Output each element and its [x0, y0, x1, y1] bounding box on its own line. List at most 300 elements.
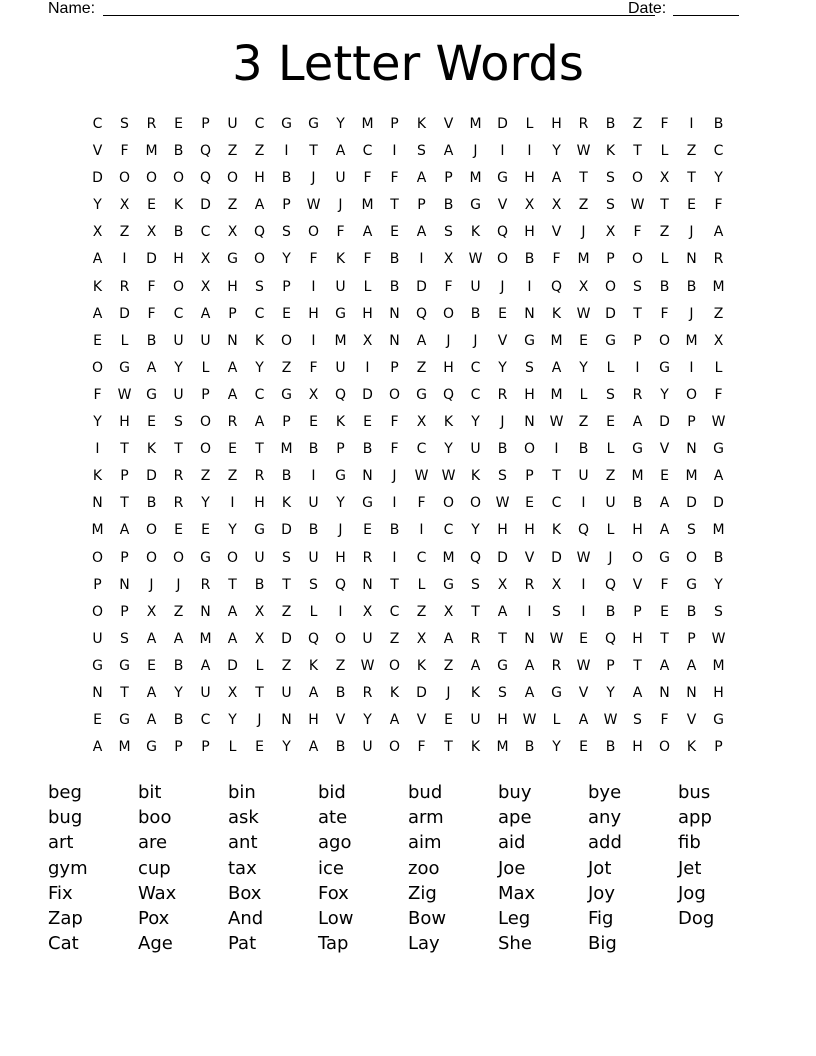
- grid-row: [84, 680, 732, 707]
- grid-letter: P: [93, 576, 102, 593]
- grid-letter: I: [284, 143, 289, 160]
- grid-letter: B: [362, 441, 373, 458]
- grid-letter: T: [660, 197, 669, 214]
- grid-letter: Y: [228, 712, 237, 729]
- grid-letter: F: [309, 359, 318, 376]
- grid-letter: O: [280, 332, 293, 349]
- grid-letter: A: [200, 657, 211, 674]
- word-list-item: Leg: [498, 907, 531, 929]
- grid-letter: F: [417, 495, 426, 512]
- grid-letter: G: [92, 657, 103, 674]
- grid-letter: U: [335, 278, 346, 295]
- grid-letter: B: [524, 251, 535, 268]
- grid-letter: Q: [442, 386, 455, 403]
- grid-letter: Q: [199, 170, 212, 187]
- grid-letter: Y: [471, 522, 480, 539]
- grid-letter: E: [687, 197, 696, 214]
- grid-letter: G: [227, 251, 238, 268]
- grid-letter: G: [443, 576, 454, 593]
- grid-letter: B: [254, 576, 265, 593]
- name-label: Name:: [48, 0, 96, 17]
- grid-letter: X: [578, 278, 589, 295]
- grid-letter: Y: [336, 116, 345, 132]
- grid-letter: D: [659, 414, 670, 431]
- grid-letter: Q: [604, 630, 617, 647]
- grid-letter: M: [685, 332, 698, 349]
- word-list-item: app: [678, 807, 712, 829]
- grid-letter: O: [145, 549, 158, 566]
- grid-letter: A: [335, 143, 346, 160]
- grid-letter: Q: [334, 386, 347, 403]
- grid-letter: M: [685, 468, 698, 485]
- grid-letter: H: [524, 224, 535, 241]
- grid-letter: T: [660, 630, 669, 647]
- grid-letter: L: [606, 522, 615, 539]
- grid-letter: R: [200, 576, 211, 593]
- grid-row: [84, 382, 732, 409]
- grid-letter: T: [471, 603, 480, 620]
- grid-letter: P: [282, 414, 291, 431]
- grid-letter: Y: [255, 359, 264, 376]
- grid-letter: P: [282, 278, 291, 295]
- grid-letter: C: [200, 712, 211, 729]
- grid-letter: A: [227, 603, 238, 620]
- grid-letter: X: [659, 170, 670, 187]
- grid-letter: S: [255, 278, 264, 295]
- word-list-item: Jot: [588, 857, 612, 879]
- grid-letter: H: [497, 522, 508, 539]
- grid-letter: L: [228, 739, 237, 756]
- grid-letter: O: [91, 549, 104, 566]
- grid-letter: K: [308, 657, 319, 674]
- grid-letter: U: [578, 468, 589, 485]
- word-list-item: add: [588, 832, 622, 854]
- grid-letter: G: [281, 116, 292, 132]
- grid-letter: S: [120, 630, 129, 647]
- grid-letter: I: [581, 576, 586, 593]
- grid-letter: G: [362, 495, 373, 512]
- grid-letter: B: [308, 522, 319, 539]
- grid-letter: E: [147, 414, 156, 431]
- grid-letter: A: [416, 224, 427, 241]
- grid-letter: A: [470, 657, 481, 674]
- grid-letter: X: [200, 278, 211, 295]
- grid-letter: F: [714, 197, 723, 214]
- grid-letter: H: [524, 170, 535, 187]
- grid-letter: Z: [119, 224, 130, 241]
- word-list-item: Tap: [318, 933, 349, 955]
- grid-letter: I: [527, 278, 532, 295]
- grid-letter: F: [390, 170, 399, 187]
- grid-letter: X: [146, 603, 157, 620]
- word-list-item: tax: [228, 857, 257, 879]
- grid-row: [84, 734, 732, 761]
- grid-letter: E: [390, 224, 399, 241]
- grid-letter: Q: [334, 576, 347, 593]
- grid-letter: I: [230, 495, 235, 512]
- grid-letter: B: [146, 495, 157, 512]
- grid-letter: M: [577, 251, 590, 268]
- grid-letter: K: [605, 143, 616, 160]
- grid-letter: E: [498, 305, 507, 322]
- grid-letter: B: [578, 441, 589, 458]
- grid-letter: R: [173, 468, 184, 485]
- grid-letter: C: [470, 386, 481, 403]
- grid-letter: Z: [443, 657, 454, 674]
- grid-letter: O: [442, 305, 455, 322]
- grid-letter: B: [173, 143, 184, 160]
- grid-letter: V: [416, 712, 427, 729]
- grid-letter: I: [419, 251, 424, 268]
- grid-letter: C: [416, 549, 427, 566]
- grid-letter: Q: [253, 224, 266, 241]
- grid-letter: W: [117, 386, 132, 403]
- grid-letter: P: [417, 197, 426, 214]
- grid-letter: Y: [714, 576, 723, 593]
- grid-letter: A: [524, 657, 535, 674]
- grid-letter: T: [633, 143, 642, 160]
- grid-letter: E: [579, 630, 588, 647]
- grid-letter: E: [174, 522, 183, 539]
- grid-letter: G: [632, 441, 643, 458]
- grid-letter: E: [579, 332, 588, 349]
- grid-letter: M: [145, 143, 158, 160]
- grid-letter: P: [633, 603, 642, 620]
- grid-letter: H: [362, 305, 373, 322]
- grid-letter: R: [713, 251, 724, 268]
- grid-letter: V: [443, 116, 454, 132]
- grid-letter: K: [416, 116, 427, 132]
- grid-letter: M: [334, 332, 347, 349]
- grid-letter: Q: [199, 143, 212, 160]
- word-list-item: Zap: [48, 907, 83, 929]
- grid-letter: G: [686, 576, 697, 593]
- grid-letter: G: [416, 386, 427, 403]
- word-list-item: art: [48, 832, 74, 854]
- grid-letter: C: [470, 359, 481, 376]
- grid-letter: V: [632, 576, 643, 593]
- word-list-item: Age: [138, 933, 173, 955]
- grid-letter: A: [551, 359, 562, 376]
- grid-letter: O: [685, 386, 698, 403]
- grid-letter: X: [497, 576, 508, 593]
- word-list-item: She: [498, 933, 532, 955]
- grid-letter: V: [578, 684, 589, 701]
- grid-letter: M: [712, 522, 725, 539]
- grid-letter: R: [524, 576, 535, 593]
- grid-letter: K: [443, 414, 454, 431]
- grid-letter: L: [255, 657, 264, 674]
- grid-letter: J: [446, 684, 451, 701]
- page-title: 3 Letter Words: [232, 36, 584, 92]
- grid-letter: P: [687, 630, 696, 647]
- grid-letter: P: [201, 739, 210, 756]
- grid-letter: I: [554, 441, 559, 458]
- grid-letter: Z: [632, 116, 643, 132]
- word-list-item: zoo: [408, 857, 440, 879]
- grid-letter: W: [441, 468, 456, 485]
- grid-letter: A: [443, 630, 454, 647]
- grid-letter: L: [606, 359, 615, 376]
- grid-letter: M: [442, 549, 455, 566]
- grid-letter: C: [362, 143, 373, 160]
- name-field[interactable]: [103, 0, 655, 16]
- word-list-item: ate: [318, 807, 348, 829]
- grid-letter: Y: [282, 251, 291, 268]
- grid-letter: U: [308, 495, 319, 512]
- grid-letter: B: [389, 522, 400, 539]
- grid-letter: B: [308, 441, 319, 458]
- grid-letter: A: [632, 414, 643, 431]
- grid-letter: W: [414, 468, 429, 485]
- grid-letter: B: [281, 170, 292, 187]
- grid-letter: O: [658, 739, 671, 756]
- grid-letter: C: [443, 522, 454, 539]
- grid-letter: D: [497, 549, 508, 566]
- grid-letter: F: [309, 251, 318, 268]
- grid-letter: R: [146, 116, 157, 132]
- grid-letter: E: [363, 414, 372, 431]
- grid-letter: G: [551, 684, 562, 701]
- grid-letter: Z: [686, 143, 697, 160]
- grid-letter: K: [389, 684, 400, 701]
- grid-letter: E: [201, 522, 210, 539]
- grid-letter: D: [146, 468, 157, 485]
- grid-row: [84, 626, 732, 653]
- word-list-item: Low: [318, 907, 354, 929]
- grid-letter: I: [338, 603, 343, 620]
- word-list-item: bud: [408, 782, 443, 803]
- grid-letter: A: [254, 197, 265, 214]
- grid-letter: W: [522, 712, 537, 729]
- grid-letter: L: [714, 359, 723, 376]
- grid-letter: D: [119, 305, 130, 322]
- grid-letter: G: [470, 197, 481, 214]
- grid-letter: S: [120, 116, 129, 132]
- word-list-item: ape: [498, 807, 532, 829]
- grid-letter: I: [392, 143, 397, 160]
- grid-letter: U: [470, 441, 481, 458]
- grid-letter: F: [390, 414, 399, 431]
- grid-letter: B: [605, 116, 616, 132]
- word-list-item: buy: [498, 782, 532, 803]
- grid-letter: U: [308, 549, 319, 566]
- grid-letter: T: [579, 170, 588, 187]
- grid-letter: A: [389, 712, 400, 729]
- grid-row: [84, 328, 732, 355]
- grid-letter: K: [416, 657, 427, 674]
- grid-letter: R: [227, 414, 238, 431]
- grid-letter: H: [713, 684, 724, 701]
- grid-letter: O: [145, 522, 158, 539]
- grid-letter: T: [120, 441, 129, 458]
- grid-letter: N: [524, 630, 535, 647]
- word-list-item: arm: [408, 807, 444, 829]
- grid-letter: A: [713, 468, 724, 485]
- grid-letter: H: [173, 251, 184, 268]
- word-list-item: Zig: [408, 882, 437, 904]
- grid-letter: F: [363, 251, 372, 268]
- grid-letter: A: [308, 739, 319, 756]
- grid-letter: U: [335, 170, 346, 187]
- grid-letter: B: [713, 549, 724, 566]
- grid-letter: B: [173, 224, 184, 241]
- grid-letter: Y: [498, 359, 507, 376]
- grid-letter: I: [500, 143, 505, 160]
- grid-letter: X: [254, 630, 265, 647]
- grid-letter: Z: [578, 414, 589, 431]
- grid-letter: N: [119, 576, 130, 593]
- grid-letter: X: [308, 386, 319, 403]
- grid-letter: N: [281, 712, 292, 729]
- grid-letter: O: [118, 170, 131, 187]
- grid-letter: T: [255, 441, 264, 458]
- grid-letter: W: [630, 197, 645, 214]
- grid-letter: A: [173, 630, 184, 647]
- grid-letter: Z: [173, 603, 184, 620]
- grid-letter: Z: [281, 657, 292, 674]
- grid-letter: O: [253, 251, 266, 268]
- grid-letter: F: [660, 576, 669, 593]
- grid-letter: D: [416, 684, 427, 701]
- word-list-item: boo: [138, 807, 172, 829]
- grid-letter: H: [335, 549, 346, 566]
- grid-letter: S: [471, 576, 480, 593]
- grid-letter: W: [549, 630, 564, 647]
- grid-letter: C: [713, 143, 724, 160]
- grid-letter: C: [254, 305, 265, 322]
- grid-letter: V: [524, 549, 535, 566]
- grid-letter: X: [92, 224, 103, 241]
- grid-letter: B: [173, 657, 184, 674]
- grid-letter: U: [281, 684, 292, 701]
- grid-letter: R: [362, 549, 373, 566]
- grid-letter: M: [361, 116, 374, 132]
- date-label: Date:: [628, 0, 667, 17]
- grid-letter: P: [120, 603, 129, 620]
- grid-letter: L: [579, 386, 588, 403]
- grid-letter: Q: [604, 576, 617, 593]
- word-list-item: Dog: [678, 907, 715, 929]
- word-list: [48, 780, 768, 956]
- grid-letter: D: [146, 251, 157, 268]
- grid-letter: E: [255, 739, 264, 756]
- grid-letter: B: [173, 712, 184, 729]
- grid-letter: K: [551, 522, 562, 539]
- grid-letter: Y: [579, 359, 588, 376]
- grid-letter: N: [686, 251, 697, 268]
- grid-letter: O: [388, 739, 401, 756]
- word-list-item: Max: [498, 882, 536, 904]
- grid-letter: G: [119, 359, 130, 376]
- grid-letter: A: [416, 170, 427, 187]
- grid-letter: F: [552, 251, 561, 268]
- grid-letter: W: [576, 305, 591, 322]
- grid-letter: M: [469, 116, 482, 132]
- grid-letter: N: [524, 305, 535, 322]
- grid-letter: P: [201, 386, 210, 403]
- grid-letter: M: [712, 278, 725, 295]
- grid-letter: Y: [174, 359, 183, 376]
- grid-letter: V: [686, 712, 697, 729]
- grid-row: [84, 463, 732, 490]
- grid-letter: A: [227, 359, 238, 376]
- grid-letter: Q: [415, 305, 428, 322]
- word-list-item: bus: [678, 782, 711, 803]
- grid-letter: D: [281, 630, 292, 647]
- grid-letter: X: [146, 224, 157, 241]
- grid-letter: S: [606, 386, 615, 403]
- word-list-item: Jet: [678, 857, 702, 879]
- grid-letter: Q: [307, 630, 320, 647]
- grid-letter: E: [525, 495, 534, 512]
- grid-letter: U: [200, 684, 211, 701]
- grid-letter: B: [389, 278, 400, 295]
- grid-letter: J: [311, 170, 316, 187]
- header-row: [48, 0, 740, 20]
- grid-letter: G: [497, 657, 508, 674]
- grid-letter: P: [633, 332, 642, 349]
- grid-letter: U: [173, 332, 184, 349]
- grid-letter: E: [363, 522, 372, 539]
- grid-letter: A: [686, 657, 697, 674]
- grid-letter: G: [497, 170, 508, 187]
- grid-letter: J: [473, 332, 478, 349]
- grid-letter: O: [199, 441, 212, 458]
- grid-letter: O: [91, 603, 104, 620]
- grid-letter: X: [524, 197, 535, 214]
- grid-letter: M: [199, 630, 212, 647]
- grid-letter: G: [335, 305, 346, 322]
- grid-letter: X: [416, 630, 427, 647]
- grid-letter: E: [147, 197, 156, 214]
- grid-letter: D: [605, 305, 616, 322]
- grid-letter: U: [173, 386, 184, 403]
- grid-letter: B: [335, 739, 346, 756]
- grid-letter: P: [174, 739, 183, 756]
- grid-letter: F: [120, 143, 129, 160]
- grid-letter: P: [336, 441, 345, 458]
- grid-letter: H: [227, 278, 238, 295]
- grid-letter: A: [659, 522, 670, 539]
- grid-letter: S: [498, 468, 507, 485]
- grid-letter: W: [468, 251, 483, 268]
- grid-letter: H: [524, 522, 535, 539]
- grid-letter: G: [659, 549, 670, 566]
- grid-letter: M: [550, 332, 563, 349]
- grid-letter: G: [605, 332, 616, 349]
- grid-letter: X: [227, 224, 238, 241]
- grid-letter: Y: [444, 441, 453, 458]
- grid-letter: A: [632, 684, 643, 701]
- grid-letter: R: [254, 468, 265, 485]
- grid-letter: J: [473, 143, 478, 160]
- grid-letter: Q: [496, 224, 509, 241]
- grid-letter: F: [93, 386, 102, 403]
- grid-letter: H: [308, 305, 319, 322]
- grid-letter: K: [173, 197, 184, 214]
- grid-letter: A: [92, 739, 103, 756]
- grid-letter: D: [227, 657, 238, 674]
- date-field[interactable]: [673, 0, 739, 16]
- grid-letter: W: [549, 414, 564, 431]
- grid-letter: U: [605, 495, 616, 512]
- grid-letter: U: [362, 739, 373, 756]
- grid-letter: A: [551, 170, 562, 187]
- grid-letter: J: [608, 549, 613, 566]
- word-list-item: Wax: [138, 882, 177, 904]
- grid-letter: B: [686, 603, 697, 620]
